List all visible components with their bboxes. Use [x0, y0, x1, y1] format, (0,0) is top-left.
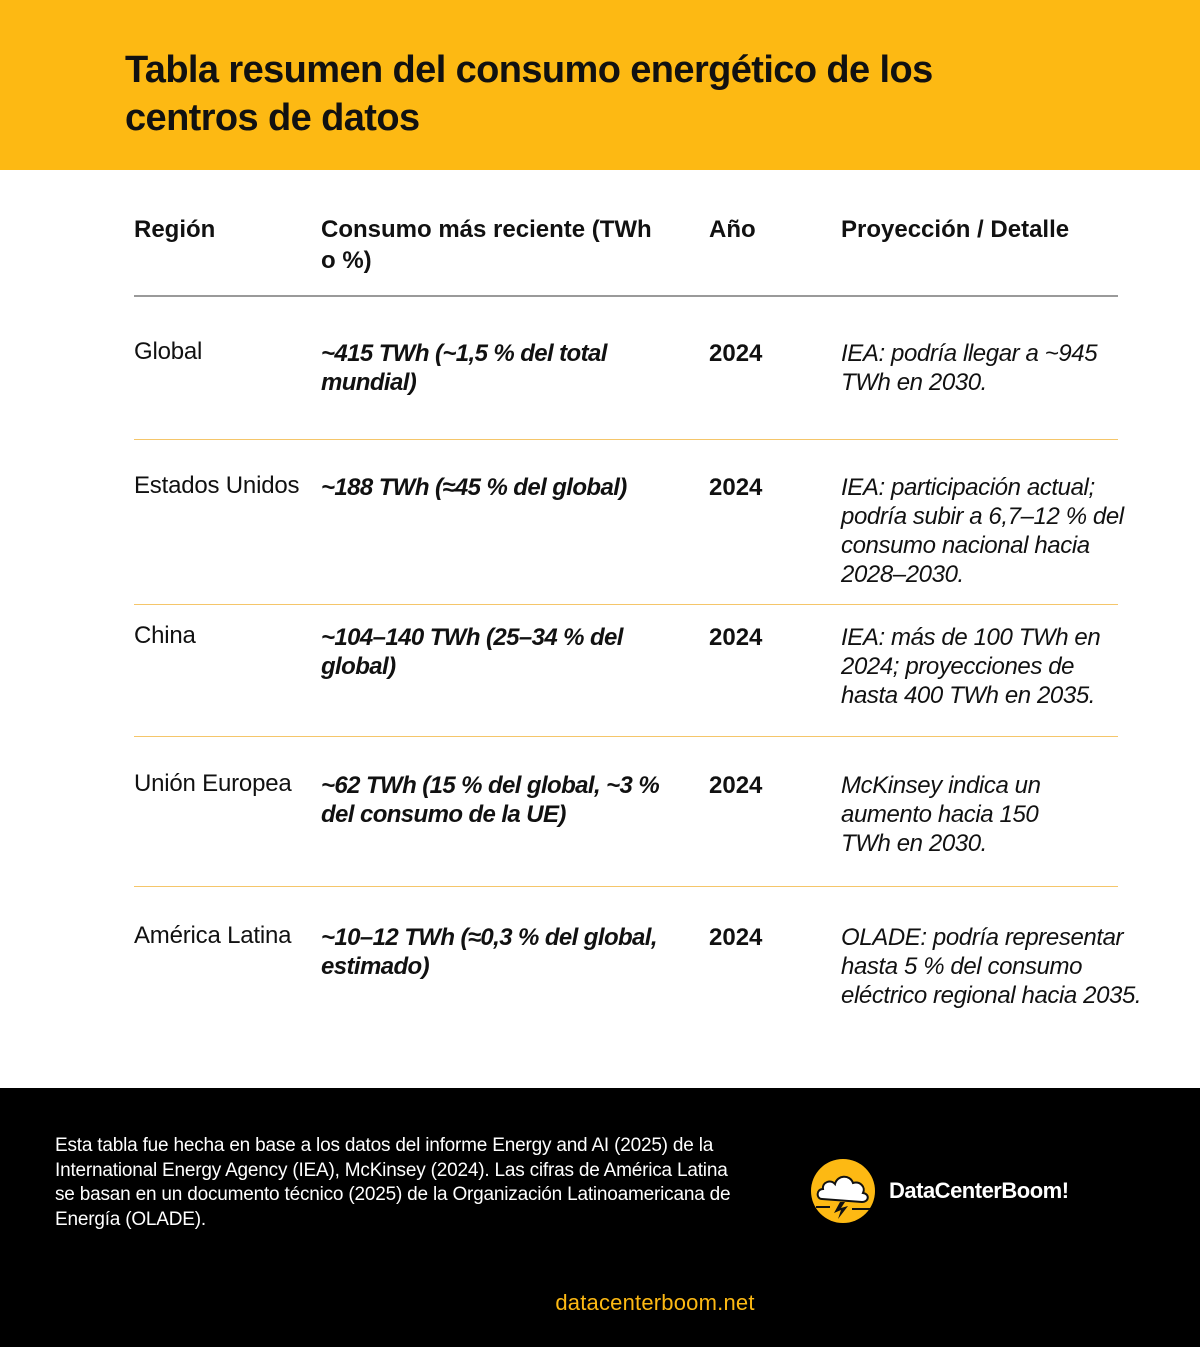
- row-america-latina-consumo: ~10–12 TWh (≈0,3 % del global, estimado): [321, 924, 657, 980]
- row-global-region: Global: [134, 338, 203, 365]
- row-america-latina-anio: 2024: [709, 924, 763, 951]
- column-header-region: Región: [134, 216, 216, 243]
- page-title: Tabla resumen del consumo energético de los centros de datos: [125, 49, 933, 139]
- cloud-lightning-icon: [810, 1158, 876, 1224]
- row-union-europea-detalle: McKinsey indica un aumento hacia 150 TWh en 2030.: [841, 772, 1041, 857]
- row-estados-unidos-consumo: ~188 TWh (≈45 % del global): [321, 474, 627, 501]
- column-header-consumo: Consumo más reciente (TWh o %): [321, 216, 652, 274]
- row-china-detalle: IEA: más de 100 TWh en 2024; proyecciones de hasta 400 TWh en 2035.: [841, 624, 1101, 709]
- row-america-latina-region: América Latina: [134, 922, 292, 949]
- footer: [0, 1088, 1200, 1347]
- row-estados-unidos-region: Estados Unidos: [134, 472, 300, 499]
- row-estados-unidos-detalle: IEA: participación actual; podría subir a 6,7–12 % del consumo nacional hacia 2028–2030.: [841, 474, 1124, 588]
- column-header-detalle: Proyección / Detalle: [841, 216, 1070, 243]
- row-china-region: China: [134, 622, 196, 649]
- row-global-consumo: ~415 TWh (~1,5 % del total mundial): [321, 340, 607, 396]
- row-global-anio: 2024: [709, 340, 763, 367]
- row-estados-unidos-anio: 2024: [709, 474, 763, 501]
- row-divider: [134, 604, 1118, 605]
- row-union-europea-anio: 2024: [709, 772, 763, 799]
- row-china-anio: 2024: [709, 624, 763, 651]
- column-header-anio: Año: [709, 216, 756, 243]
- summary-table: [0, 170, 1200, 1088]
- brand-name: DataCenterBoom!: [889, 1178, 1069, 1203]
- source-note: Esta tabla fue hecha en base a los datos del informe Energy and AI (2025) de la International Energy Agency (IEA), McKinsey (2024). Las cifras de América Latina se basan en un documento técnico (2025) de la Organización Latinoamericana de Energía (OLADE).: [55, 1135, 731, 1230]
- website-link[interactable]: datacenterboom.net: [555, 1290, 755, 1315]
- row-divider: [134, 886, 1118, 887]
- row-union-europea-region: Unión Europea: [134, 770, 292, 797]
- title-banner: [0, 0, 1200, 170]
- row-global-detalle: IEA: podría llegar a ~945 TWh en 2030.: [841, 340, 1098, 396]
- header-divider: [134, 295, 1118, 297]
- row-divider: [134, 439, 1118, 440]
- row-china-consumo: ~104–140 TWh (25–34 % del global): [321, 624, 623, 680]
- row-divider: [134, 736, 1118, 737]
- row-union-europea-consumo: ~62 TWh (15 % del global, ~3 % del consumo de la UE): [321, 772, 660, 828]
- row-america-latina-detalle: OLADE: podría representar hasta 5 % del consumo eléctrico regional hacia 2035.: [841, 924, 1142, 1009]
